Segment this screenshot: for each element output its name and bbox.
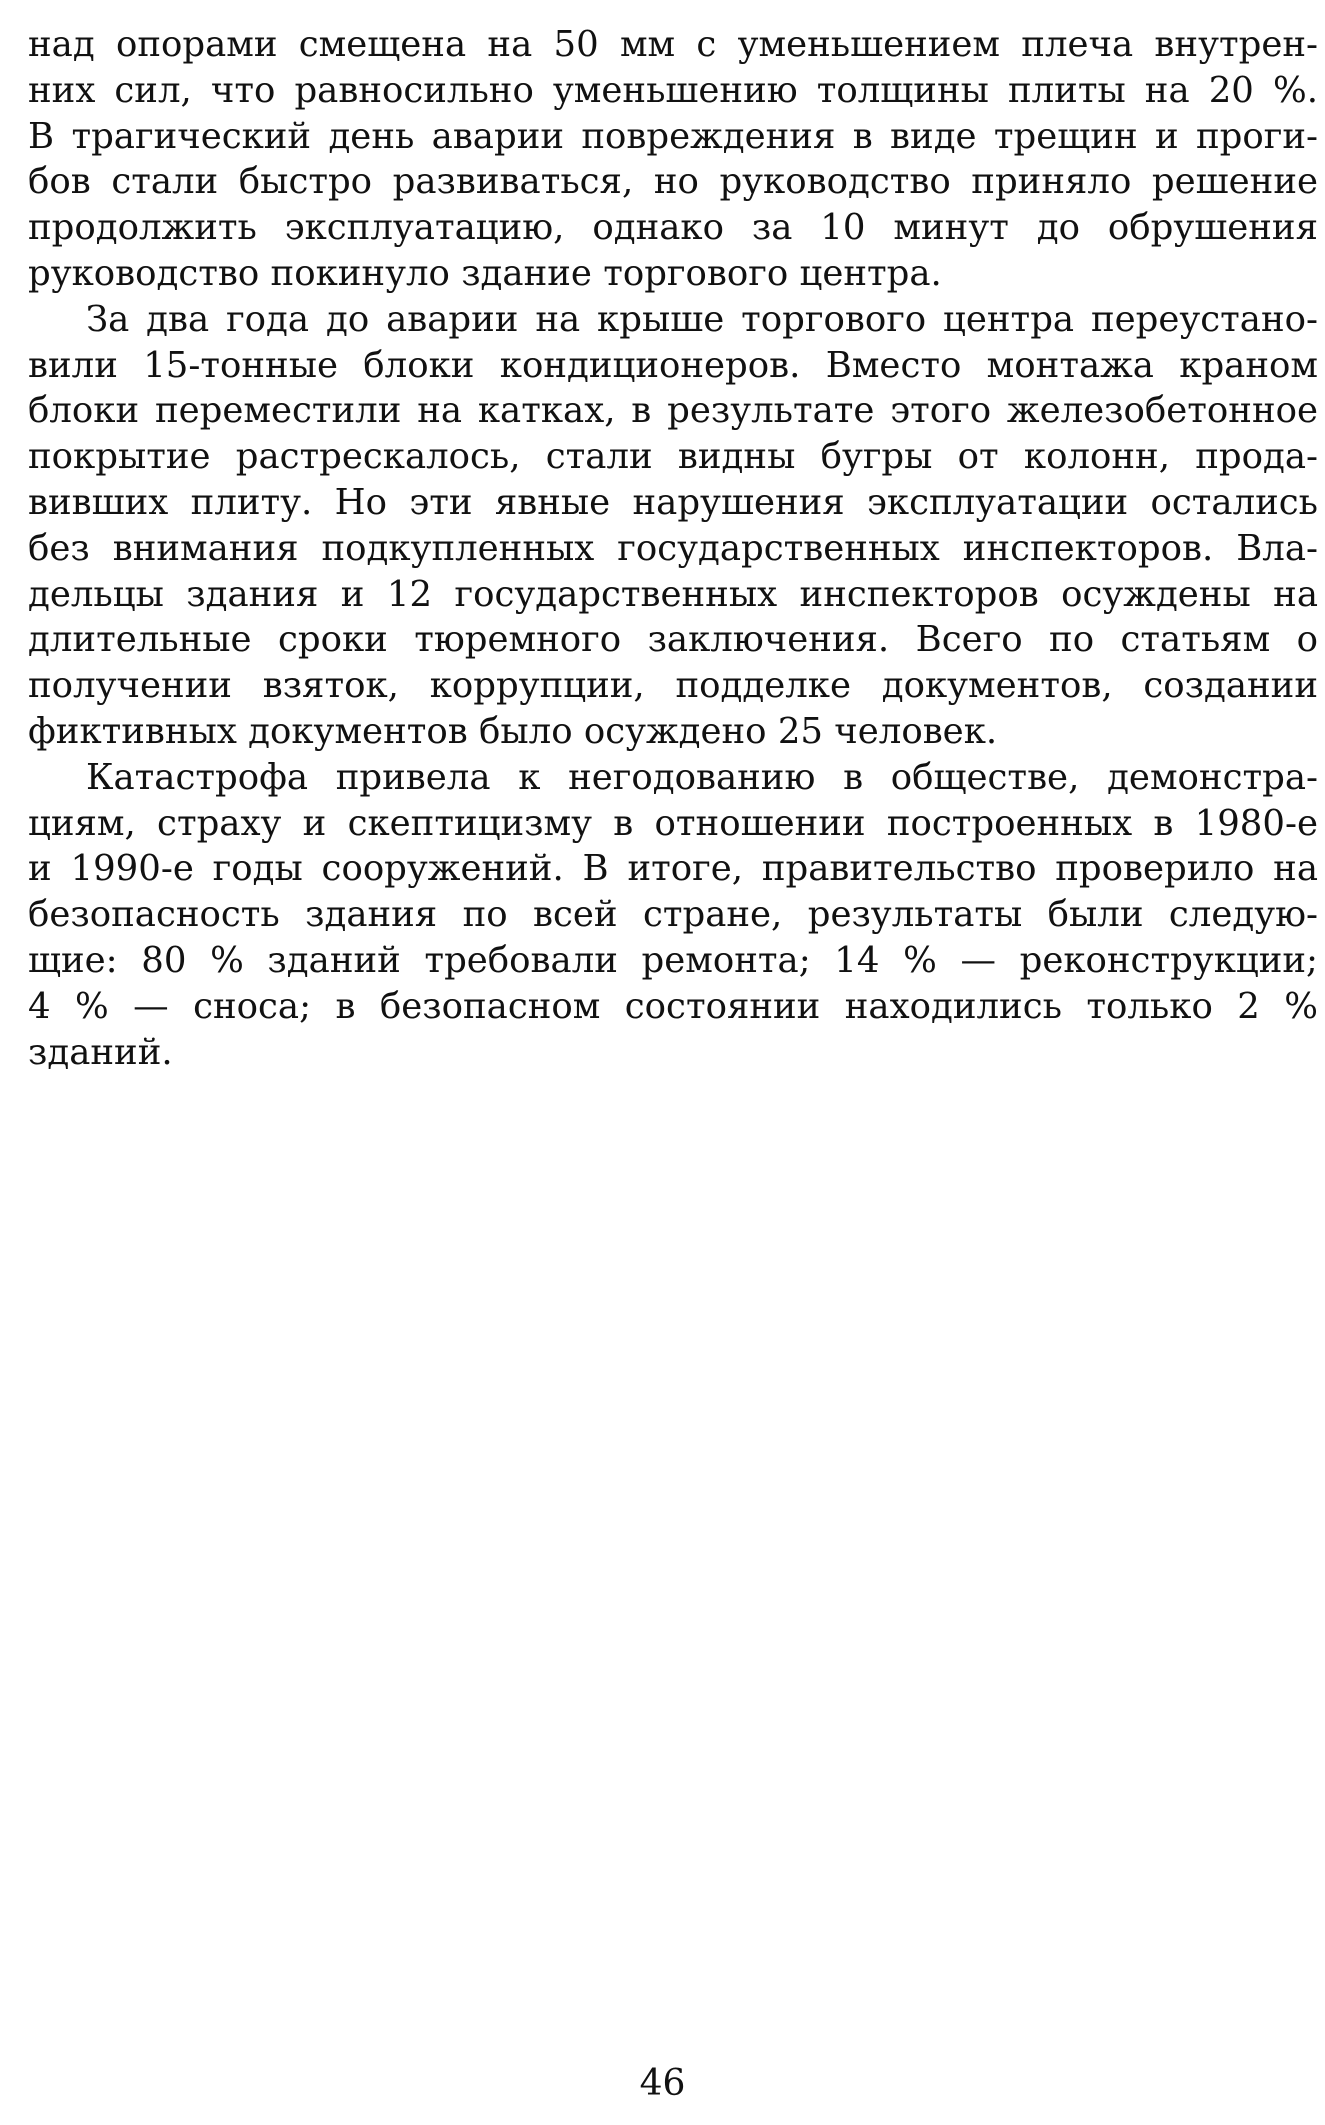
- paragraph-2: [28, 297, 1318, 755]
- text-line: За два года до аварии на крыше торгового центра переустано-: [86, 298, 1318, 340]
- text-line: дельцы здания и 12 государственных инспекторов осуждены на: [28, 573, 1318, 615]
- text-line: и 1990-е годы сооружений. В итоге, правительство проверило на: [28, 848, 1318, 890]
- text-line: 4 % — сноса; в безопасном состоянии находились только 2 %: [28, 985, 1318, 1027]
- text-line: безопасность здания по всей стране, результаты были следую-: [28, 894, 1318, 936]
- text-line: бов стали быстро развиваться, но руководство приняло решение: [28, 161, 1318, 203]
- paragraph-3: [28, 755, 1318, 1076]
- text-line: над опорами смещена на 50 мм с уменьшением плеча внутрен-: [28, 24, 1318, 65]
- paragraph-1: [28, 22, 1318, 297]
- page-number: 46: [639, 2063, 686, 2104]
- text-line: без внимания подкупленных государственных инспекторов. Вла-: [28, 527, 1318, 569]
- text-line: получении взяток, коррупции, подделке документов, создании: [28, 665, 1318, 707]
- text-line: блоки переместили на катках, в результате этого железобетонное: [28, 390, 1318, 432]
- text-line: них сил, что равносильно уменьшению толщины плиты на 20 %.: [28, 69, 1318, 111]
- text-line: циям, страху и скептицизму в отношении построенных в 1980-е: [28, 802, 1318, 844]
- text-line: зданий.: [28, 1031, 173, 1073]
- text-block: [28, 22, 1318, 1075]
- text-line: длительные сроки тюремного заключения. Всего по статьям о: [28, 619, 1318, 661]
- text-line: вили 15-тонные блоки кондиционеров. Вместо монтажа краном: [28, 344, 1318, 386]
- text-line: щие: 80 % зданий требовали ремонта; 14 % — реконструкции;: [28, 939, 1318, 981]
- text-line: руководство покинуло здание торгового центра.: [28, 252, 942, 294]
- text-line: фиктивных документов было осуждено 25 человек.: [28, 710, 998, 752]
- text-line: В трагический день аварии повреждения в виде трещин и проги-: [28, 115, 1318, 157]
- text-line: Катастрофа привела к негодованию в обществе, демонстра-: [86, 756, 1318, 798]
- page-body: [28, 22, 1318, 1075]
- text-line: продолжить эксплуатацию, однако за 10 минут до обрушения: [28, 207, 1318, 249]
- text-line: вивших плиту. Но эти явные нарушения эксплуатации остались: [28, 481, 1318, 523]
- text-line: покрытие растрескалось, стали видны бугры от колонн, прода-: [28, 436, 1318, 478]
